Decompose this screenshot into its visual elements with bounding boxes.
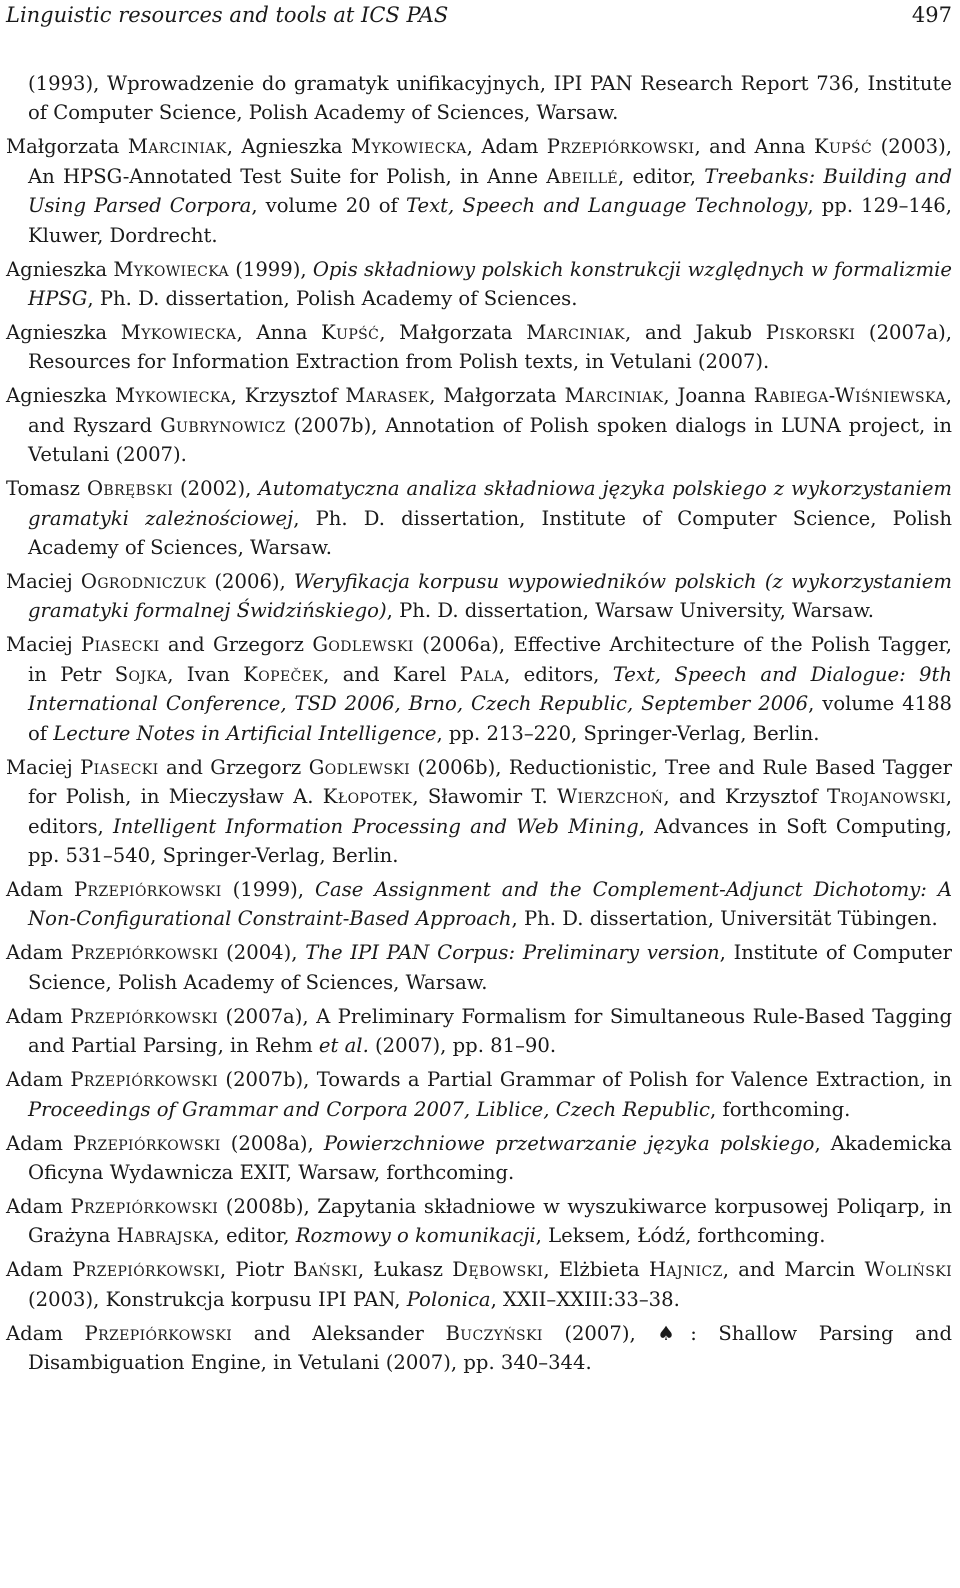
entry-text: Adam — [6, 1321, 85, 1345]
entry-text: , Ph. D. dissertation, Warsaw University, Warsaw. — [386, 599, 874, 623]
bib-entry — [6, 1065, 952, 1124]
title-italic: Rozmowy o komunikacji — [295, 1224, 536, 1248]
entry-text: (1999), — [221, 877, 316, 901]
bib-entry — [6, 1192, 952, 1251]
author-surname: Przepiórkowski — [70, 941, 219, 965]
entry-text: Adam — [6, 1131, 73, 1155]
entry-text: , and Karel — [323, 662, 460, 686]
title-italic: Weryfikacja korpusu wypowiedników polskich (z wykorzystaniem gramatyki formalnej Świdzińskiego) — [28, 570, 952, 623]
entry-text: (2006a), Effective Architecture of the Polish Tagger, in Petr — [28, 633, 952, 686]
author-surname: Przepiórkowski — [70, 1004, 219, 1028]
entry-text: Adam — [6, 1004, 71, 1028]
entry-text: : Shallow Parsing and Disambiguation Engine, in Vetulani (2007), pp. 340–344. — [28, 1321, 952, 1375]
entry-text: Adam — [6, 1258, 73, 1282]
author-surname: Piskorski — [765, 321, 856, 345]
author-surname: Przepiórkowski — [70, 1194, 219, 1218]
entry-text: (2004), — [218, 941, 306, 965]
entry-text: , Ph. D. dissertation, Institute of Computer Science, Polish Academy of Sciences, Warsaw. — [28, 506, 953, 560]
author-surname: Sojka — [114, 662, 168, 686]
author-surname: Gubrynowicz — [160, 413, 286, 437]
entry-text: (2006), — [206, 570, 295, 594]
author-surname: Wierzchoń — [557, 785, 664, 809]
entry-text: , Elżbieta — [543, 1258, 649, 1282]
entry-text: , editor, — [618, 164, 705, 188]
entry-text: Maciej — [6, 633, 82, 657]
author-surname: Marciniak — [526, 321, 626, 345]
entry-text: , editor, — [213, 1224, 296, 1248]
author-surname: Pala — [459, 662, 505, 686]
entry-text: , Ph. D. dissertation, Polish Academy of Sciences. — [87, 287, 578, 311]
entry-text: (2007a), A Preliminary Formalism for Simultaneous Rule-Based Tagging and Partial Parsing, in Rehm — [28, 1004, 952, 1058]
entry-text: (2007b), Towards a Partial Grammar of Polish for Valence Extraction, in — [218, 1068, 952, 1092]
author-surname: Mykowiecka — [350, 135, 467, 159]
bib-entry — [6, 875, 952, 934]
entry-text: Agnieszka — [6, 321, 121, 345]
entry-text: , Adam — [466, 135, 547, 159]
author-surname: Mykowiecka — [120, 321, 237, 345]
bib-entry — [6, 753, 952, 871]
entry-text: Adam — [6, 1068, 71, 1092]
title-italic: Automatyczna analiza składniowa języka polskiego z wykorzystaniem gramatyki zależnościowej — [28, 477, 952, 530]
title-italic: Powierzchniowe przetwarzanie języka polskiego — [323, 1131, 815, 1155]
bib-entry — [6, 1002, 952, 1061]
entry-text: (2007a), Resources for Information Extraction from Polish texts, in Vetulani (2007). — [28, 321, 952, 374]
entry-text: (2003), Konstrukcja korpusu IPI PAN, — [28, 1287, 407, 1311]
bibliography-list — [6, 69, 952, 1382]
title-italic: Intelligent Information Processing and Web Mining — [113, 814, 639, 838]
entry-text: (1993), Wprowadzenie do gramatyk unifikacyjnych, IPI PAN Research Report 736, Institute of Computer Science, Polish Academy of Sciences, Warsaw. — [28, 72, 952, 125]
author-surname: Kupść — [814, 135, 873, 159]
title-italic: Treebanks: Building and Using Parsed Corpora — [28, 164, 953, 218]
author-surname: Przepiórkowski — [546, 135, 695, 159]
author-surname: Kopeček — [243, 662, 324, 686]
entry-text: (2007), — [542, 1321, 658, 1345]
title-italic: The IPI PAN Corpus: Preliminary version — [305, 941, 720, 965]
spade-glyph: ♠ — [657, 1321, 691, 1345]
entry-text: (2007), pp. 81–90. — [368, 1034, 557, 1058]
entry-text: (1999), — [228, 257, 313, 281]
entry-text: (2003), An HPSG-Annotated Test Suite for Polish, in Anne — [28, 135, 952, 188]
entry-text: , forthcoming. — [710, 1097, 851, 1121]
entry-text: , volume 20 of — [251, 194, 406, 218]
author-surname: Mykowiecka — [113, 257, 229, 281]
title-italic: Lecture Notes in Artificial Intelligence — [53, 721, 437, 745]
author-surname: Abeillé — [546, 164, 619, 188]
author-surname: Przepiórkowski — [84, 1321, 233, 1345]
entry-text: (2008b), Zapytania składniowe w wyszukiwarce korpusowej Poliqarp, in Grażyna — [28, 1194, 952, 1248]
entry-text: , pp. 213–220, Springer-Verlag, Berlin. — [436, 721, 820, 745]
entry-text: Tomasz — [6, 477, 87, 501]
entry-text: , Łukasz — [357, 1258, 453, 1282]
author-surname: Godlewski — [308, 755, 411, 779]
running-head — [6, 0, 952, 30]
entry-text: , and Jakub — [625, 321, 766, 345]
author-surname: Mykowiecka — [115, 384, 231, 408]
title-italic: Text, Speech and Language Technology — [405, 194, 808, 218]
bib-entry — [6, 1255, 952, 1314]
author-surname: Trojanowski — [826, 785, 946, 809]
entry-text: Agnieszka — [6, 257, 114, 281]
bib-entry — [6, 381, 952, 469]
entry-text: and Aleksander — [232, 1321, 446, 1345]
author-surname: Hajnicz — [648, 1258, 723, 1282]
bib-entry — [6, 1129, 952, 1188]
entry-text: , Krzysztof — [230, 384, 346, 408]
title-italic: Polonica — [406, 1287, 491, 1311]
bib-entry — [6, 132, 952, 250]
author-surname: Marciniak — [564, 384, 664, 408]
entry-text: , Małgorzata — [379, 321, 527, 345]
bib-entry — [6, 567, 952, 626]
entry-text: Adam — [6, 877, 74, 901]
author-surname: Przepiórkowski — [73, 877, 222, 901]
entry-text: , and Anna — [694, 135, 815, 159]
title-italic: Proceedings of Grammar and Corpora 2007, Liblice, Czech Republic — [28, 1097, 711, 1121]
entry-text: , Leksem, Łódź, forthcoming. — [535, 1224, 826, 1248]
author-surname: Przepiórkowski — [72, 1258, 220, 1282]
bib-entry — [6, 1319, 952, 1378]
author-surname: Woliński — [864, 1258, 952, 1282]
entry-text: , Piotr — [219, 1258, 294, 1282]
running-title: Linguistic resources and tools at ICS PAS — [6, 3, 449, 27]
entry-text: (2007b), Annotation of Polish spoken dialogs in LUNA project, in Vetulani (2007). — [28, 413, 952, 467]
entry-text: , pp. 129–146, Kluwer, Dordrecht. — [28, 194, 953, 247]
entry-text: (2002), — [173, 477, 259, 501]
entry-text: , Ph. D. dissertation, Universität Tübingen. — [511, 907, 938, 931]
entry-text: , Advances in Soft Computing, pp. 531–540, Springer-Verlag, Berlin. — [28, 814, 952, 867]
entry-text: , and Ryszard — [28, 384, 952, 437]
bib-entry — [6, 938, 952, 997]
entry-text: , Sławomir T. — [412, 785, 558, 809]
entry-text: , Agnieszka — [226, 135, 351, 159]
author-surname: Buczyński — [445, 1321, 543, 1345]
author-surname: Kłopotek — [322, 785, 413, 809]
entry-text: Maciej — [6, 570, 81, 594]
entry-text: (2008a), — [220, 1131, 324, 1155]
entry-text: , volume 4188 of — [28, 692, 953, 745]
entry-text: Maciej — [6, 755, 81, 779]
entry-text: , XXII–XXIII:33–38. — [490, 1287, 680, 1311]
entry-text: Agnieszka — [6, 384, 115, 408]
entry-text: , Małgorzata — [429, 384, 565, 408]
entry-text: Adam — [6, 941, 71, 965]
author-surname: Piasecki — [81, 633, 160, 657]
title-italic: Opis składniowy polskich konstrukcji względnych w formalizmie HPSG — [28, 257, 953, 311]
title-italic: et al. — [318, 1034, 369, 1058]
entry-text: , and Marcin — [722, 1258, 865, 1282]
entry-text: and Grzegorz — [159, 633, 313, 657]
author-surname: Marciniak — [127, 135, 227, 159]
entry-text: , Institute of Computer Science, Polish Academy of Sciences, Warsaw. — [28, 941, 952, 994]
author-surname: Dębowski — [452, 1258, 544, 1282]
author-surname: Piasecki — [80, 755, 159, 779]
entry-text: Adam — [6, 1194, 71, 1218]
author-surname: Ogrodniczuk — [80, 570, 207, 594]
entry-text: , editors, — [28, 785, 952, 838]
entry-text: , and Krzysztof — [663, 785, 827, 809]
author-surname: Przepiórkowski — [70, 1068, 219, 1092]
entry-text: , Ivan — [167, 662, 244, 686]
entry-text: , Anna — [236, 321, 322, 345]
title-italic: Case Assignment and the Complement-Adjunct Dichotomy: A Non-Configurational Constraint-Based Approach — [28, 877, 953, 931]
entry-text: and Grzegorz — [158, 755, 309, 779]
entry-text: , editors, — [504, 662, 613, 686]
entry-text: (2006b), Reductionistic, Tree and Rule Based Tagger for Polish, in Mieczysław A. — [28, 755, 952, 809]
author-surname: Przepiórkowski — [73, 1131, 221, 1155]
author-surname: Rabiega-Wiśniewska — [753, 384, 946, 408]
author-surname: Marasek — [345, 384, 430, 408]
entry-text: , Joanna — [663, 384, 754, 408]
title-italic: Text, Speech and Dialogue: 9th International Conference, TSD 2006, Brno, Czech Republic, September 2006 — [28, 662, 952, 716]
bib-entry — [6, 318, 952, 377]
page-number: 497 — [911, 3, 952, 27]
author-surname: Godlewski — [312, 633, 414, 657]
bib-entry — [6, 630, 952, 748]
bib-entry — [6, 255, 952, 314]
author-surname: Obrębski — [86, 477, 174, 501]
entry-text: Małgorzata — [6, 135, 128, 159]
entry-text: , Akademicka Oficyna Wydawnicza EXIT, Warsaw, forthcoming. — [28, 1131, 952, 1184]
bib-entry — [6, 69, 952, 128]
author-surname: Habrajska — [116, 1224, 214, 1248]
author-surname: Bański — [293, 1258, 358, 1282]
author-surname: Kupść — [321, 321, 380, 345]
bib-entry — [6, 474, 952, 562]
